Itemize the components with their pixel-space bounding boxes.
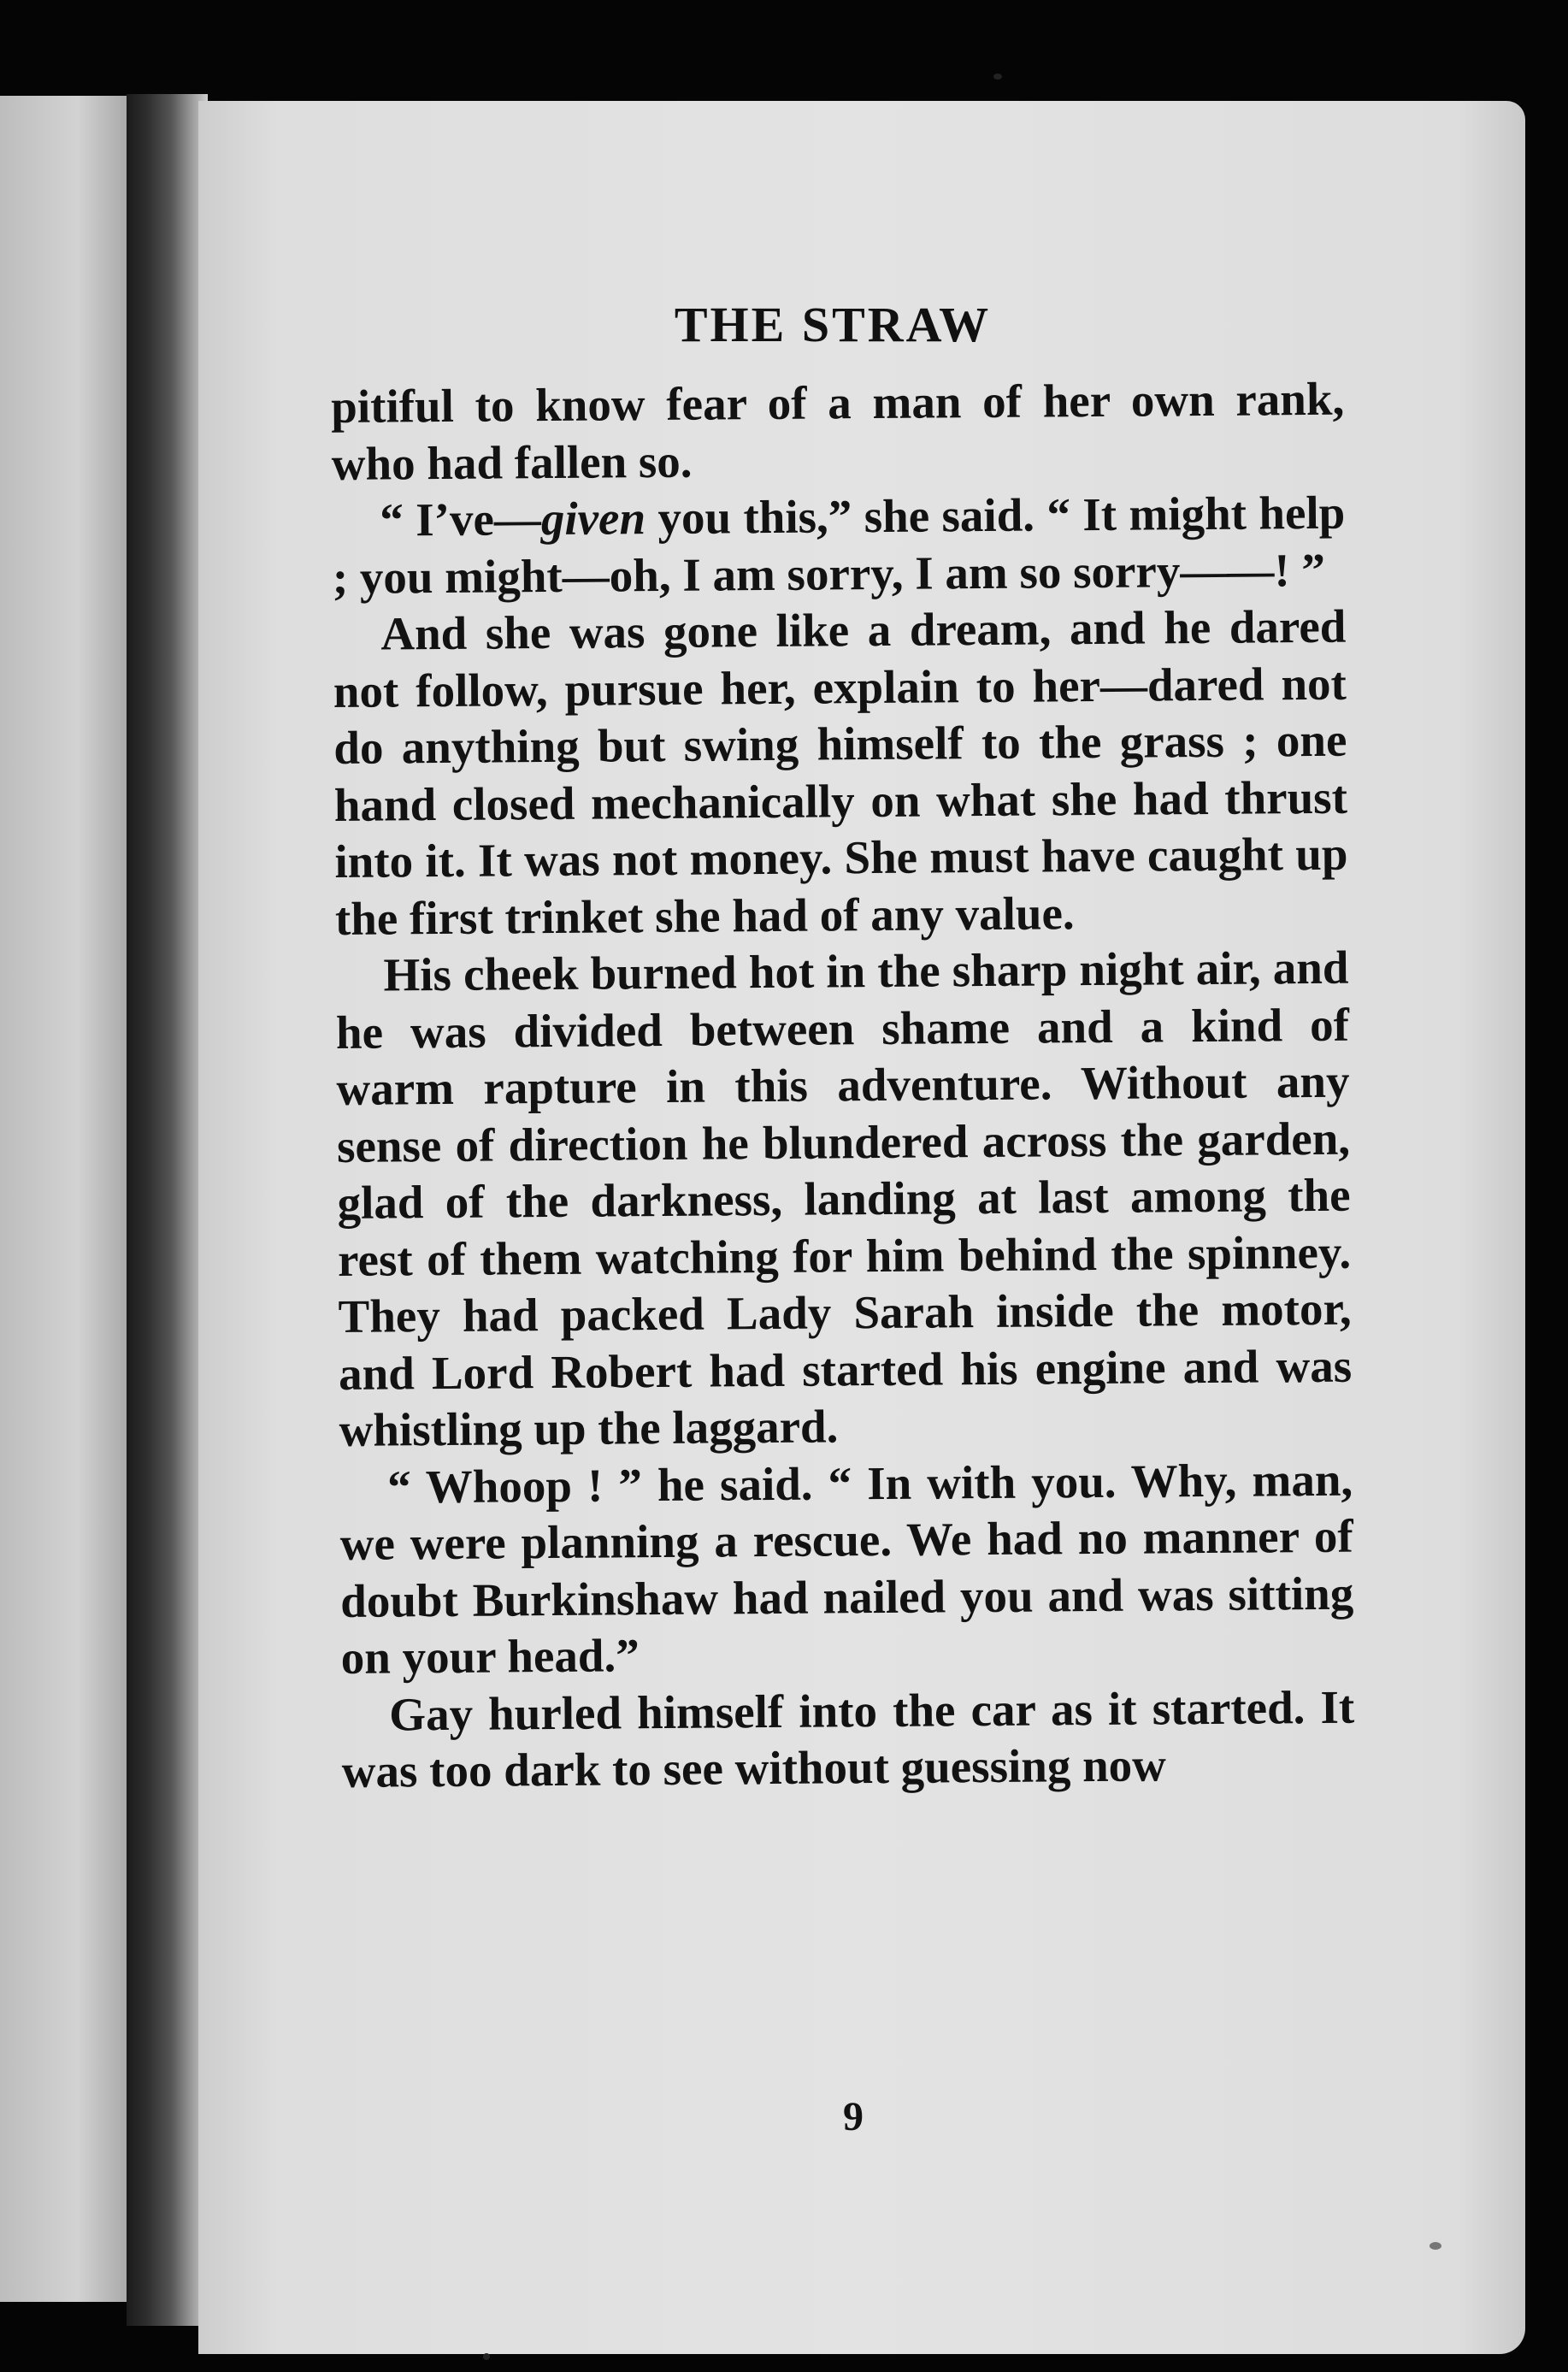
dust-speck bbox=[483, 2353, 490, 2360]
text-run: Gay hurled himself into the car as it started. It was too dark to see without guessing now bbox=[341, 1680, 1355, 1797]
body-text bbox=[331, 371, 1355, 1801]
book-page bbox=[198, 101, 1525, 2354]
text-run: And she was gone like a dream, and he dared not follow, pursue her, explain to her—dared not do anything but swing himself to the grass ; one hand closed mechanically on what she had thrust into it. It was not money. She must have caught up the first trinket she had of any value. bbox=[333, 599, 1348, 945]
paragraph bbox=[332, 485, 1346, 606]
running-head: THE STRAW bbox=[674, 297, 992, 352]
text-run: “ I’ve— bbox=[380, 493, 542, 546]
paragraph bbox=[341, 1679, 1355, 1800]
page-number: 9 bbox=[843, 2094, 864, 2139]
facing-page-edge bbox=[0, 96, 128, 2302]
paragraph bbox=[333, 599, 1348, 947]
paragraph bbox=[339, 1451, 1354, 1686]
text-run: His cheek burned hot in the sharp night air, and he was divided between shame and a kind of warm rapture in this adventure. Without any sense of direction he blundered across the garden, glad of the darkness, landing at last among the rest of them watching for him behind the spinney. They had packed Lady Sarah inside the motor, and Lord Robert had started his engine and was whistling up the laggard. bbox=[335, 941, 1353, 1456]
dust-speck bbox=[993, 74, 1002, 80]
dust-speck bbox=[1429, 2242, 1441, 2250]
italic-text: given bbox=[540, 492, 646, 546]
text-run: “ Whoop ! ” he said. “ In with you. Why, man, we were planning a rescue. We had no manner of doubt Burkinshaw had nailed you and was sitting on your head.” bbox=[339, 1453, 1354, 1684]
text-run: pitiful to know fear of a man of her own rank, who had fallen so. bbox=[331, 372, 1345, 490]
paragraph bbox=[335, 940, 1353, 1460]
text-run: you this,” she said. “ It might help ; you might—oh, I am sorry, I am so sorry——! ” bbox=[332, 486, 1346, 604]
paragraph bbox=[331, 371, 1345, 493]
book-gutter-shadow bbox=[127, 94, 208, 2326]
